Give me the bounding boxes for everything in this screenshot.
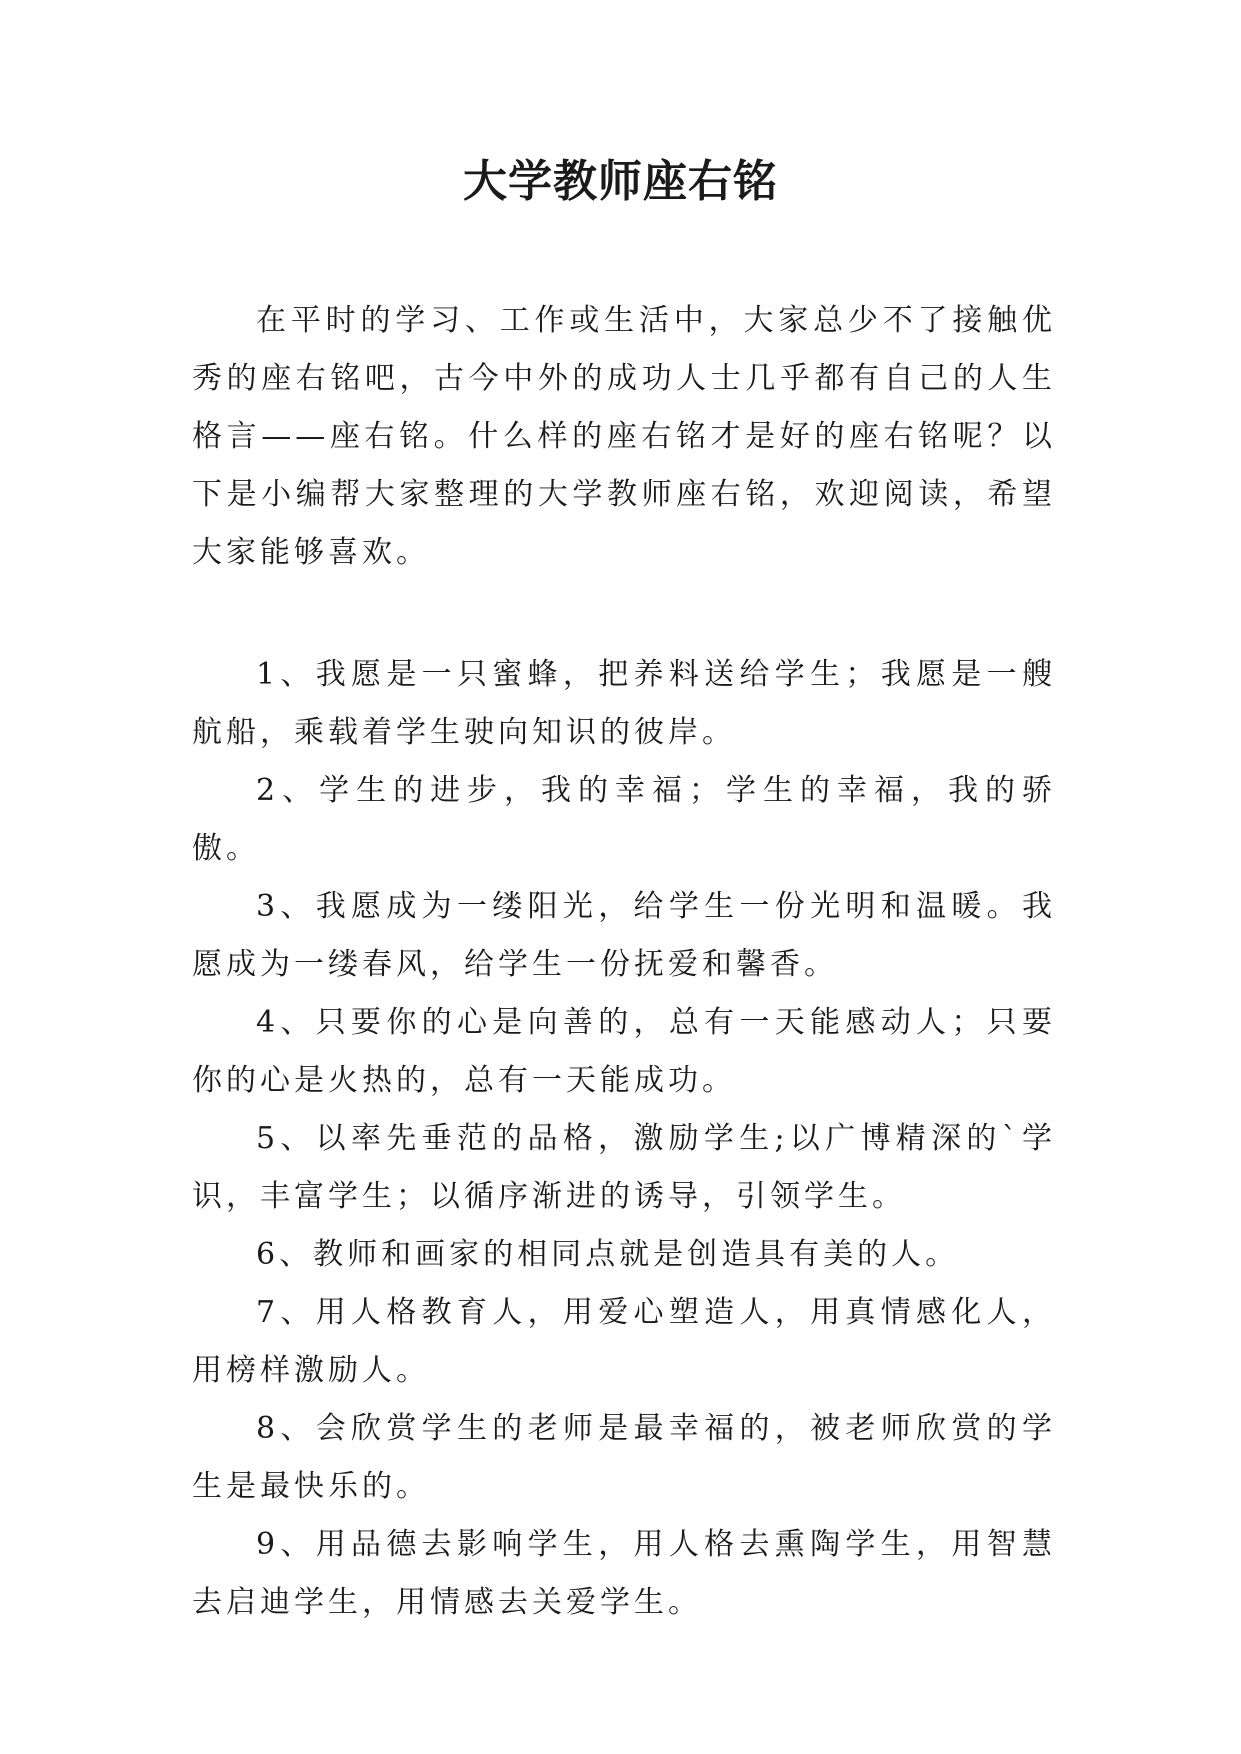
motto-item-3: 3、我愿成为一缕阳光，给学生一份光明和温暖。我愿成为一缕春风，给学生一份抚爱和馨香。: [192, 889, 1056, 982]
motto-item-7: 7、用人格教育人，用爱心塑造人，用真情感化人，用榜样激励人。: [192, 1295, 1056, 1388]
document-body: [192, 292, 1056, 1632]
motto-item-5: 5、以率先垂范的品格，激励学生;以广博精深的`学识，丰富学生；以循序渐进的诱导，引领学生。: [192, 1121, 1056, 1214]
motto-item-2: 2、学生的进步，我的幸福；学生的幸福，我的骄傲。: [192, 773, 1056, 866]
document-title: 大学教师座右铭: [463, 156, 778, 207]
motto-item-4: 4、只要你的心是向善的，总有一天能感动人；只要你的心是火热的，总有一天能成功。: [192, 1005, 1056, 1098]
motto-item-1: 1、我愿是一只蜜蜂，把养料送给学生；我愿是一艘航船，乘载着学生驶向知识的彼岸。: [192, 657, 1056, 750]
motto-item-8: 8、会欣赏学生的老师是最幸福的，被老师欣赏的学生是最快乐的。: [192, 1411, 1056, 1504]
intro-paragraph: 在平时的学习、工作或生活中，大家总少不了接触优秀的座右铭吧，古今中外的成功人士几乎都有自己的人生格言——座右铭。什么样的座右铭才是好的座右铭呢？以下是小编帮大家整理的大学教师座右铭，欢迎阅读，希望大家能够喜欢。: [192, 303, 1056, 570]
motto-item-9: 9、用品德去影响学生，用人格去熏陶学生，用智慧去启迪学生，用情感去关爱学生。: [192, 1527, 1056, 1620]
motto-item-6: 6、教师和画家的相同点就是创造具有美的人。: [256, 1237, 960, 1272]
